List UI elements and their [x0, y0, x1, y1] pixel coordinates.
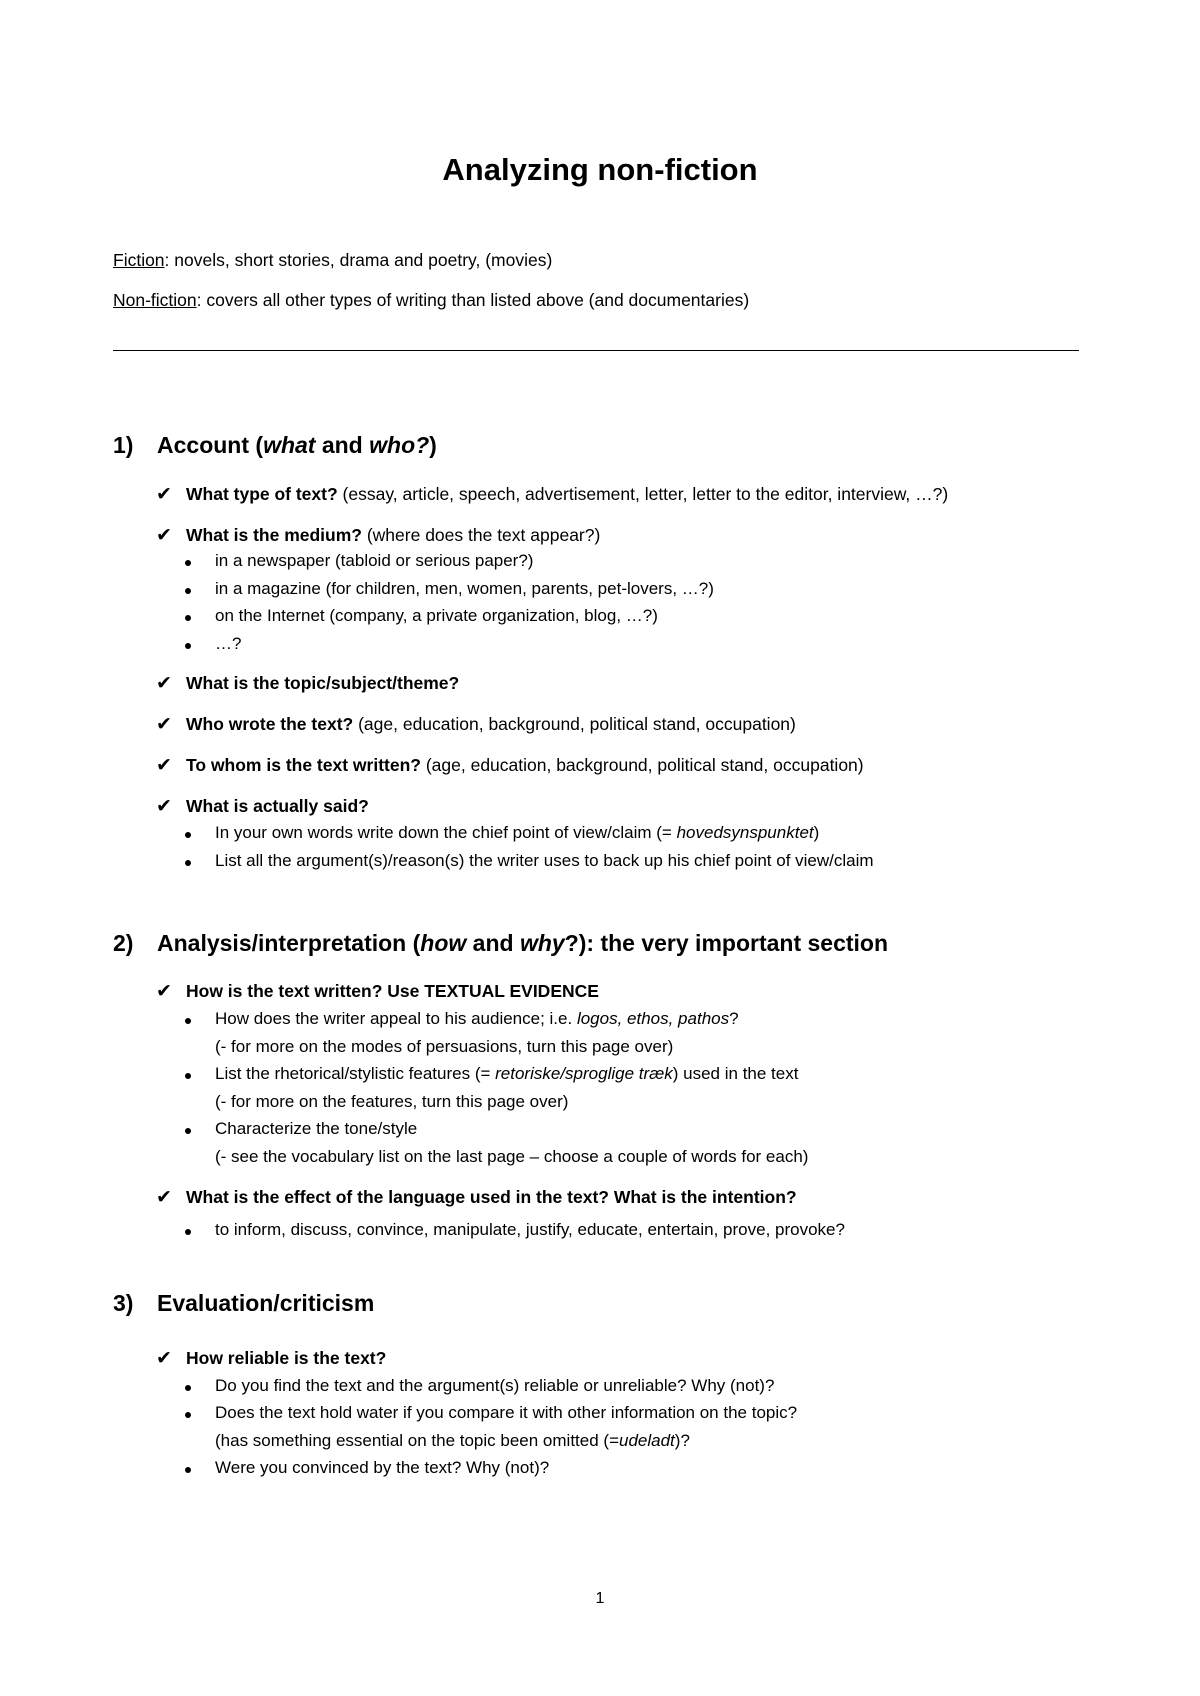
list-item-text [215, 1009, 739, 1029]
list-item-continuation: (- for more on the modes of persuasions, turn this page over) [215, 1037, 674, 1056]
page-title: Analyzing non-fiction [442, 152, 758, 187]
bullet-icon [185, 1229, 191, 1235]
checkmark-icon: ✔ [156, 673, 172, 694]
list-item-text: …? [215, 634, 242, 653]
nonfiction-text: : covers all other types of writing than listed above (and documentaries) [196, 290, 750, 310]
bullet-icon [185, 560, 191, 566]
question-reliable [156, 1347, 386, 1370]
question-audience [156, 754, 864, 777]
question-label: Who wrote the text? [186, 714, 354, 734]
bullet-icon [185, 860, 191, 866]
list-item-continuation: (- see the vocabulary list on the last page – choose a couple of words for each) [215, 1147, 809, 1166]
bullet-icon [185, 832, 191, 838]
question-label: What is the effect of the language used in the text? What is the intention? [186, 1187, 797, 1207]
heading-italic: why [519, 930, 565, 956]
bullet-icon [185, 1018, 191, 1024]
section-number: 1) [113, 432, 134, 458]
checkmark-icon: ✔ [156, 525, 172, 546]
checkmark-icon: ✔ [156, 714, 172, 735]
list-item-text: In your own words write down the chief point of view/claim (= [215, 823, 677, 842]
list-item-text: on the Internet (company, a private organization, blog, …?) [215, 606, 658, 625]
question-detail: (where does the text appear?) [361, 525, 601, 545]
list-item-text: Characterize the tone/style [215, 1119, 418, 1138]
section-2-heading [113, 930, 888, 957]
checkmark-icon: ✔ [156, 796, 172, 817]
heading-text: ) [429, 432, 437, 458]
question-detail: (essay, article, speech, advertisement, letter, letter to the editor, interview, …?) [337, 484, 949, 504]
bullet-icon [185, 588, 191, 594]
heading-text: and [466, 930, 520, 956]
italic-term: retoriske/sproglige træk [495, 1064, 673, 1083]
list-item-text: ) used in the text [672, 1064, 799, 1083]
nonfiction-label: Non-fiction [113, 290, 197, 310]
list-item-continuation: (- for more on the features, turn this page over) [215, 1092, 569, 1111]
bullet-icon [185, 1073, 191, 1079]
bullet-icon [185, 615, 191, 621]
fiction-label: Fiction [113, 250, 165, 270]
italic-term: udeladt [619, 1431, 675, 1450]
fiction-definition [113, 250, 552, 271]
section-number: 3) [113, 1290, 134, 1316]
section-1-heading [113, 432, 437, 459]
question-detail: (age, education, background, political stand, occupation) [420, 755, 864, 775]
list-item-text: in a newspaper (tabloid or serious paper?) [215, 551, 534, 570]
list-item-text [215, 1064, 798, 1084]
page-number: 1 [595, 1590, 605, 1607]
checkmark-icon: ✔ [156, 1348, 172, 1369]
question-how-written [156, 980, 599, 1003]
list-item-text: Were you convinced by the text? Why (not)? [215, 1458, 550, 1477]
question-label: How reliable is the text? [186, 1348, 387, 1368]
list-item-text: List all the argument(s)/reason(s) the writer uses to back up his chief point of view/claim [215, 851, 874, 870]
heading-text: Evaluation/criticism [157, 1290, 375, 1316]
question-author [156, 713, 796, 736]
question-effect [156, 1186, 797, 1209]
list-item-continuation [215, 1431, 690, 1451]
horizontal-divider [113, 350, 1079, 351]
question-label: What is the topic/subject/theme? [186, 673, 460, 693]
list-item-text: ) [813, 823, 820, 842]
heading-text: and [315, 432, 370, 458]
question-label: How is the text written? Use TEXTUAL EVIDENCE [186, 981, 599, 1001]
list-item-text: List the rhetorical/stylistic features (= [215, 1064, 496, 1083]
bullet-icon [185, 643, 191, 649]
question-topic [156, 672, 459, 695]
list-item-text: to inform, discuss, convince, manipulate, justify, educate, entertain, prove, provoke? [215, 1220, 845, 1239]
bullet-icon [185, 1412, 191, 1418]
bullet-icon [185, 1467, 191, 1473]
heading-text: Account ( [157, 432, 264, 458]
list-item-text: ? [729, 1009, 739, 1028]
list-item-text: )? [674, 1431, 690, 1450]
question-said [156, 795, 369, 818]
italic-term: logos, ethos, pathos [576, 1009, 730, 1028]
heading-italic: what [263, 432, 316, 458]
question-label: What is actually said? [186, 796, 369, 816]
section-number: 2) [113, 930, 134, 956]
heading-text: Analysis/interpretation ( [157, 930, 421, 956]
bullet-icon [185, 1385, 191, 1391]
heading-italic: how [420, 930, 467, 956]
list-item-text: Do you find the text and the argument(s) reliable or unreliable? Why (not)? [215, 1376, 775, 1395]
checkmark-icon: ✔ [156, 981, 172, 1002]
list-item-text: in a magazine (for children, men, women, parents, pet-lovers, …?) [215, 579, 714, 598]
bullet-icon [185, 1128, 191, 1134]
heading-text: ?): the very important section [564, 930, 889, 956]
fiction-text: : novels, short stories, drama and poetry, (movies) [164, 250, 553, 270]
nonfiction-definition [113, 290, 749, 311]
question-label: To whom is the text written? [186, 755, 421, 775]
question-medium [156, 524, 600, 547]
list-item-text: (has something essential on the topic been omitted (= [215, 1431, 619, 1450]
list-item-text: How does the writer appeal to his audience; i.e. [215, 1009, 577, 1028]
checkmark-icon: ✔ [156, 484, 172, 505]
list-item-text [215, 823, 819, 843]
list-item-text: Does the text hold water if you compare it with other information on the topic? [215, 1403, 798, 1422]
question-label: What type of text? [186, 484, 338, 504]
question-text-type [156, 483, 948, 506]
italic-term: hovedsynspunktet [676, 823, 814, 842]
heading-italic: who? [369, 432, 430, 458]
checkmark-icon: ✔ [156, 1187, 172, 1208]
checkmark-icon: ✔ [156, 755, 172, 776]
question-detail: (age, education, background, political stand, occupation) [353, 714, 796, 734]
question-label: What is the medium? [186, 525, 362, 545]
section-3-heading [113, 1290, 374, 1317]
